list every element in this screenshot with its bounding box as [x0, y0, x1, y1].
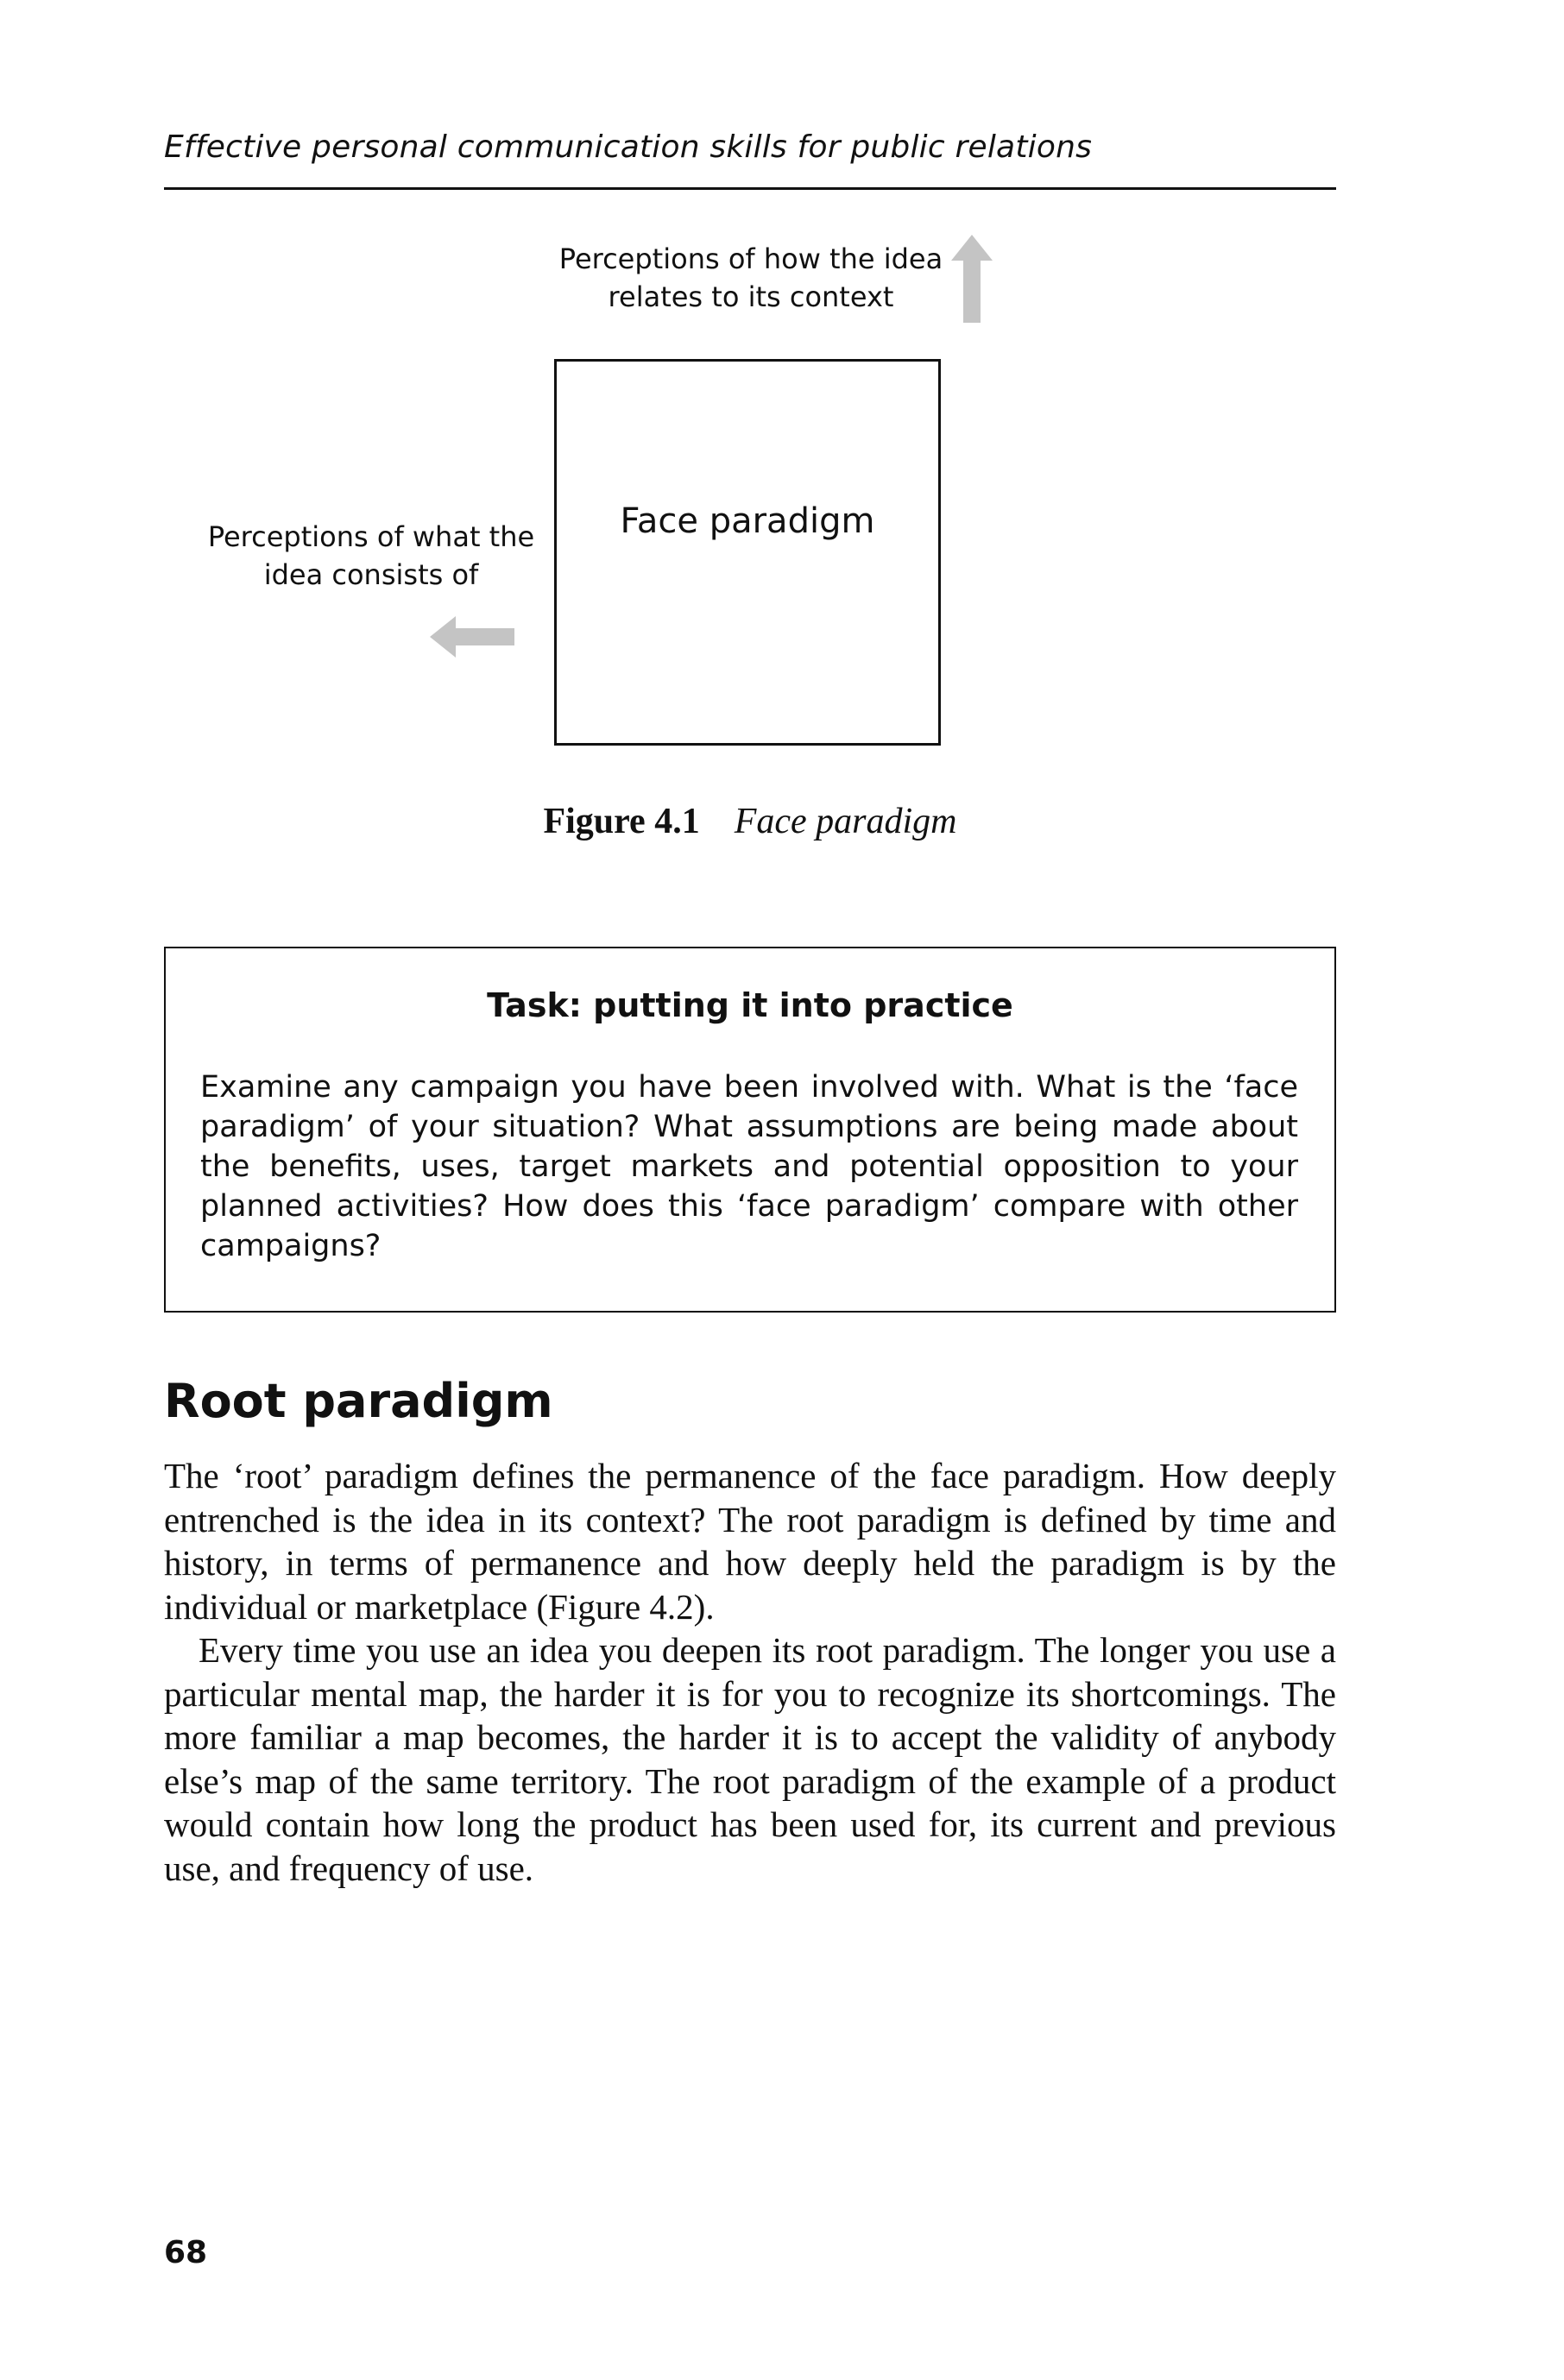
face-paradigm-diagram [0, 0, 1564, 863]
context-perceptions-label: Perceptions of how the idea relates to its context [558, 242, 943, 313]
content-perceptions-label: Perceptions of what the idea consists of [207, 520, 535, 591]
up-arrow-icon [949, 235, 994, 323]
body-paragraph: Every time you use an idea you deepen its root paradigm. The longer you use a particular mental map, the harder it is for you to recognize its shortcomings. The more familiar a map becomes, the harder it is to accept the validity of anybody else’s map of the same territory. The root paradigm of the example of a product would contain how long the product has been used for, its current and previous use, and frequency of use. [164, 1630, 1336, 1888]
section-heading: Root paradigm [164, 1374, 553, 1428]
figure-caption [0, 801, 1500, 842]
running-head: Effective personal communication skills for public relations [164, 129, 1093, 165]
left-arrow-icon [430, 614, 514, 659]
figure-title: Face paradigm [734, 802, 957, 841]
page-number: 68 [164, 2235, 208, 2270]
task-box-title: Task: putting it into practice [487, 986, 1013, 1024]
body-paragraph: The ‘root’ paradigm defines the permanence of the face paradigm. How deeply entrenched is the idea in its context? The root paradigm is defined by time and history, in terms of permanence and how deeply held the paradigm is by the individual or marketplace (Figure 4.2). [164, 1456, 1336, 1627]
task-box-body: Examine any campaign you have been involved with. What is the ‘face paradigm’ of your situation? What assumptions are being made about the benefits, uses, target markets and potential opposition to your planned activities? How does this ‘face paradigm’ compare with other campaigns? [200, 1070, 1298, 1263]
face-paradigm-box-label: Face paradigm [620, 501, 875, 541]
face-paradigm-box [554, 359, 941, 746]
task-box [164, 947, 1336, 1313]
figure-number: Figure 4.1 [543, 802, 700, 841]
